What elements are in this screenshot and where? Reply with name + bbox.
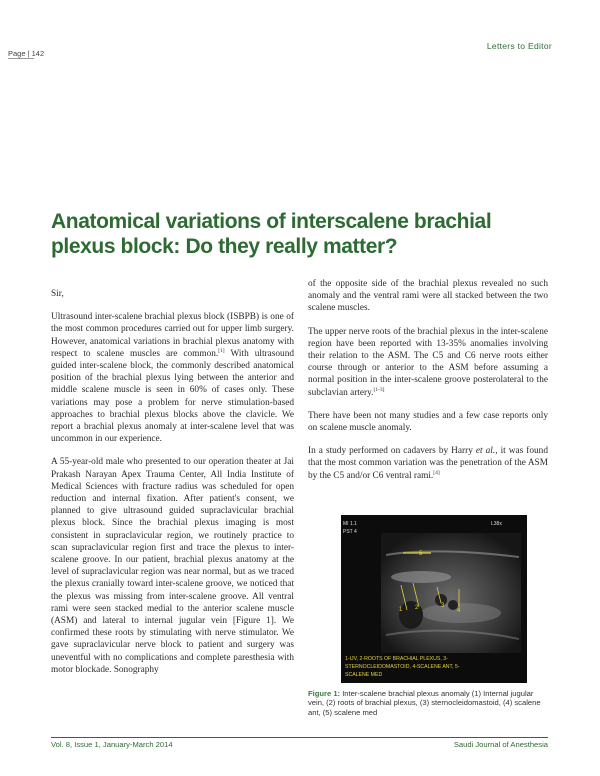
citation: [4]	[433, 469, 440, 476]
figure-marker-4: 4	[457, 608, 461, 614]
figure-marker-2: 2	[415, 605, 419, 611]
overlay-legend-2: STERNOCLEIDOMASTOID, 4-SCALENE ANT, 5-	[345, 664, 460, 670]
section-label: Letters to Editor	[486, 41, 552, 51]
footer-journal: Saudi Journal of Anesthesia	[453, 740, 548, 749]
panel-text: MI 1.1	[343, 521, 357, 527]
figure-label: Figure 1:	[308, 689, 341, 698]
paragraph-2: A 55-year-old male who presented to our operation theater at Jai Prakash Narayan Apex Trauma Center, All India Institute of Medical Sciences with fracture radius was scheduled for open reduction and internal fixation. After patient's consent, we planned to give ultrasound guided supraclavicular brachial plexus block. Since the brachial plexus imaging is most consistent in supraclavicular region, we routinely practice to scan supraclavicular region first and trace the plexus to inter-scalene groove. In our patient, brachial plexus anatomy at the level of supraclavicular region was near normal, but as we traced the plexus cranially toward inter-scalene groove, we noticed that the plexus was missing from inter-scalene groove. All ventral rami were seen stacked medial to the anterior scalene muscle (ASM) and lateral to internal jugular vein [Figure 1]. We confirmed these roots by stimulating with nerve stimulator. We gave supraclavicular nerve block to patient and surgery was uneventful with no complications and complete paresthesia with motor blockade. Sonography	[51, 457, 294, 675]
salutation: Sir,	[51, 289, 64, 299]
panel-text: L38x	[491, 521, 502, 527]
right-column	[308, 278, 548, 493]
left-column	[51, 288, 294, 687]
overlay-legend-1: 1-IJV, 2-ROOTS OF BRACHIAL PLEXUS, 3-	[345, 656, 448, 662]
article-title: Anatomical variations of interscalene brachial plexus block: Do they really matter?	[51, 210, 492, 258]
citation: [1-3]	[373, 386, 385, 393]
paragraph-1: Ultrasound inter-scalene brachial plexus block (ISBPB) is one of the most common procedures carried out for upper limb surgery. However, anatomical variations in brachial plexus anatomy with respect to scalene muscles are common.[1] With ultrasound guided inter-scalene block, the commonly described anatomical position of the brachial plexus lying between the anterior and middle scalene muscle is seen in 60% of cases only. These variations may pose a problem for nerve stimulation-based approaches to brachial plexus blocks above the clavicle. We report a brachial plexus anomaly at inter-scalene level that was uncommon in our experience.	[51, 312, 294, 445]
ultrasound-figure	[341, 515, 527, 683]
overlay-legend-3: SCALENE MED	[345, 672, 383, 678]
ultrasound-image	[341, 515, 527, 683]
figure-marker-5: 5	[419, 551, 423, 557]
header-rule	[8, 58, 34, 59]
citation: [1]	[218, 347, 225, 354]
footer-rule	[51, 737, 548, 738]
figure-marker-3: 3	[441, 603, 445, 609]
footer-issue: Vol. 8, Issue 1, January-March 2014	[51, 740, 173, 749]
page-number: Page | 142	[8, 49, 45, 58]
paragraph-3: of the opposite side of the brachial plexus revealed no such anomaly and the ventral rami were all stacked between the two scalene muscles.	[308, 279, 548, 314]
paragraph-5: There have been not many studies and a few case reports only on scalene muscle anomaly.	[308, 410, 548, 434]
figure-caption: Figure 1: Inter-scalene brachial plexus anomaly (1) Internal jugular vein, (2) roots of brachial plexus, (3) sternocleidomastoid, (4) scalene ant, (5) scalene med	[308, 689, 541, 717]
paragraph-6: In a study performed on cadavers by Harry et al., it was found that the most common variation was the penetration of the ASM by the C5 and/or C6 ventral rami.[4]	[308, 446, 548, 481]
paragraph-4: The upper nerve roots of the brachial plexus in the inter-scalene region have been reported with 13-35% anomalies involving their relation to the ASM. The C5 and C6 nerve roots either course through or anterior to the ASM before assuming a normal position in the inter-scalene groove posterolateral to the subclavian artery.[1-3]	[308, 326, 548, 398]
panel-text: PST 4	[343, 529, 357, 535]
figure-marker-1: 1	[399, 607, 403, 613]
